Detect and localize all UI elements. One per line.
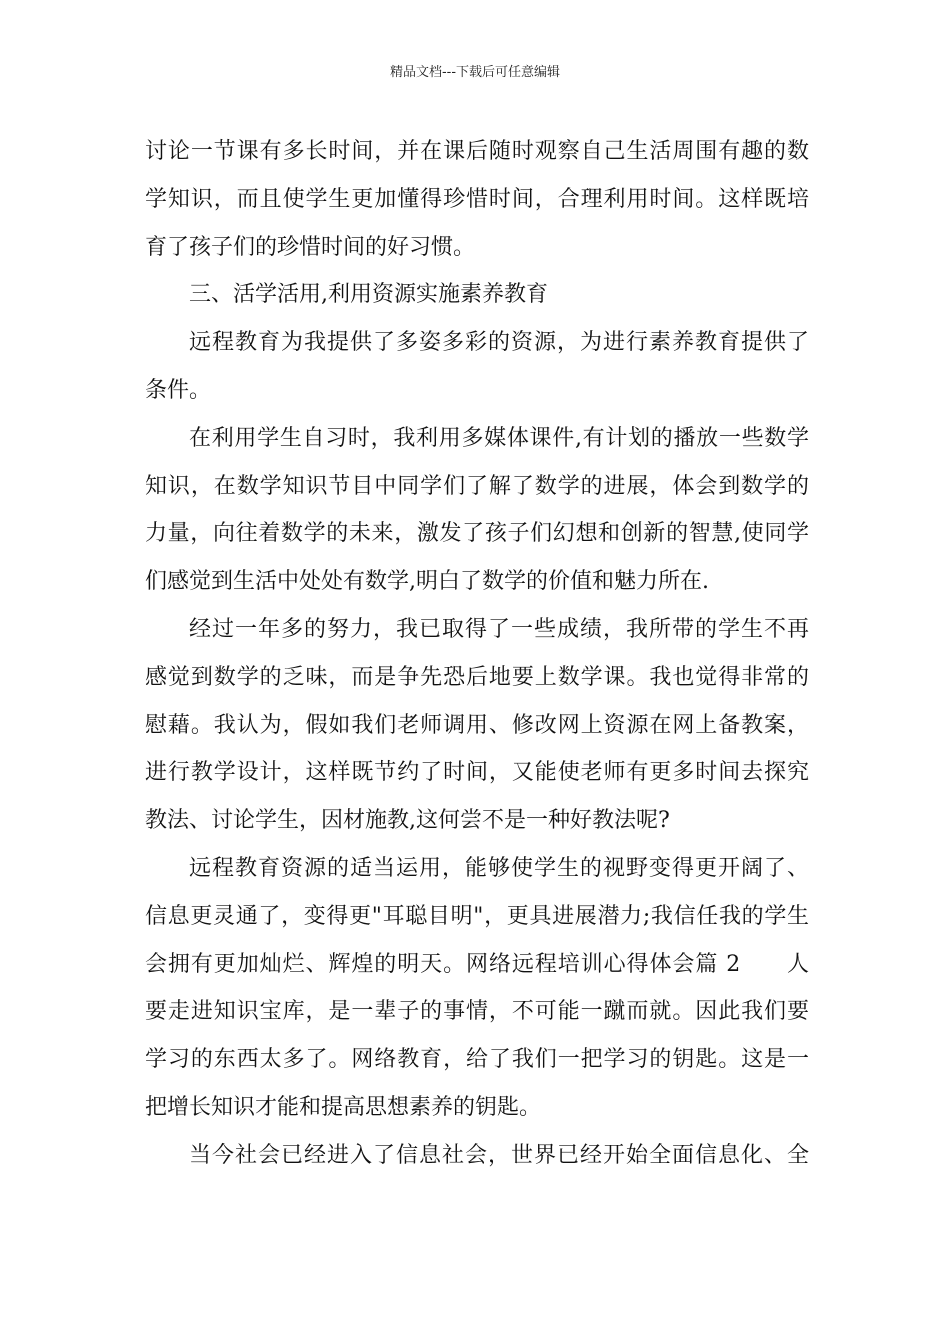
text-line: 学习的东西太多了。网络教育，给了我们一把学习的钥匙。这是一	[145, 1047, 809, 1073]
text-line: 教法、讨论学生，因材施教,这何尝不是一种好教法呢?	[145, 808, 670, 834]
text-line: 要走进知识宝库，是一辈子的事情，不可能一蹴而就。因此我们要	[145, 999, 809, 1025]
text-line: 慰藉。我认为，假如我们老师调用、修改网上资源在网上备教案，	[145, 712, 809, 738]
text-line: 感觉到数学的乏味，而是争先恐后地要上数学课。我也觉得非常的	[145, 664, 809, 690]
paragraph-first-line: 经过一年多的努力，我已取得了一些成绩，我所带的学生不再	[189, 616, 809, 642]
paragraph-first-line: 当今社会已经进入了信息社会，世界已经开始全面信息化、全	[189, 1142, 809, 1168]
text-line: 育了孩子们的珍惜时间的好习惯。	[145, 234, 476, 260]
document-body	[145, 128, 809, 1180]
text-line: 们感觉到生活中处处有数学,明白了数学的价值和魅力所在.	[145, 569, 709, 595]
paragraph-first-line: 在利用学生自习时，我利用多媒体课件,有计划的播放一些数学	[189, 425, 809, 451]
text-line: 把增长知识才能和提高思想素养的钥匙。	[145, 1094, 542, 1120]
text-line: 信息更灵通了，变得更"耳聪目明"，更具进展潜力;我信任我的学生	[145, 903, 809, 929]
text-line: 条件。	[145, 377, 212, 403]
text-line: 学知识，而且使学生更加懂得珍惜时间，合理利用时间。这样既培	[145, 186, 809, 212]
text-line: 知识，在数学知识节目中同学们了解了数学的进展，体会到数学的	[145, 473, 809, 499]
text-line: 进行教学设计，这样既节约了时间，又能使老师有更多时间去探究	[145, 760, 809, 786]
text-line: 会拥有更加灿烂、辉煌的明天。网络远程培训心得体会篇 2 人	[145, 951, 809, 977]
text-line: 讨论一节课有多长时间，并在课后随时观察自己生活周围有趣的数	[145, 139, 809, 164]
paragraph-first-line: 远程教育资源的适当运用，能够使学生的视野变得更开阔了、	[189, 855, 809, 881]
page-header: 精品文档---下载后可任意编辑	[389, 65, 561, 80]
section-heading: 三、活学活用,利用资源实施素养教育	[189, 282, 548, 308]
paragraph-first-line: 远程教育为我提供了多姿多彩的资源，为进行素养教育提供了	[189, 330, 809, 356]
text-line: 力量，向往着数学的未来，激发了孩子们幻想和创新的智慧,使同学	[145, 521, 809, 547]
